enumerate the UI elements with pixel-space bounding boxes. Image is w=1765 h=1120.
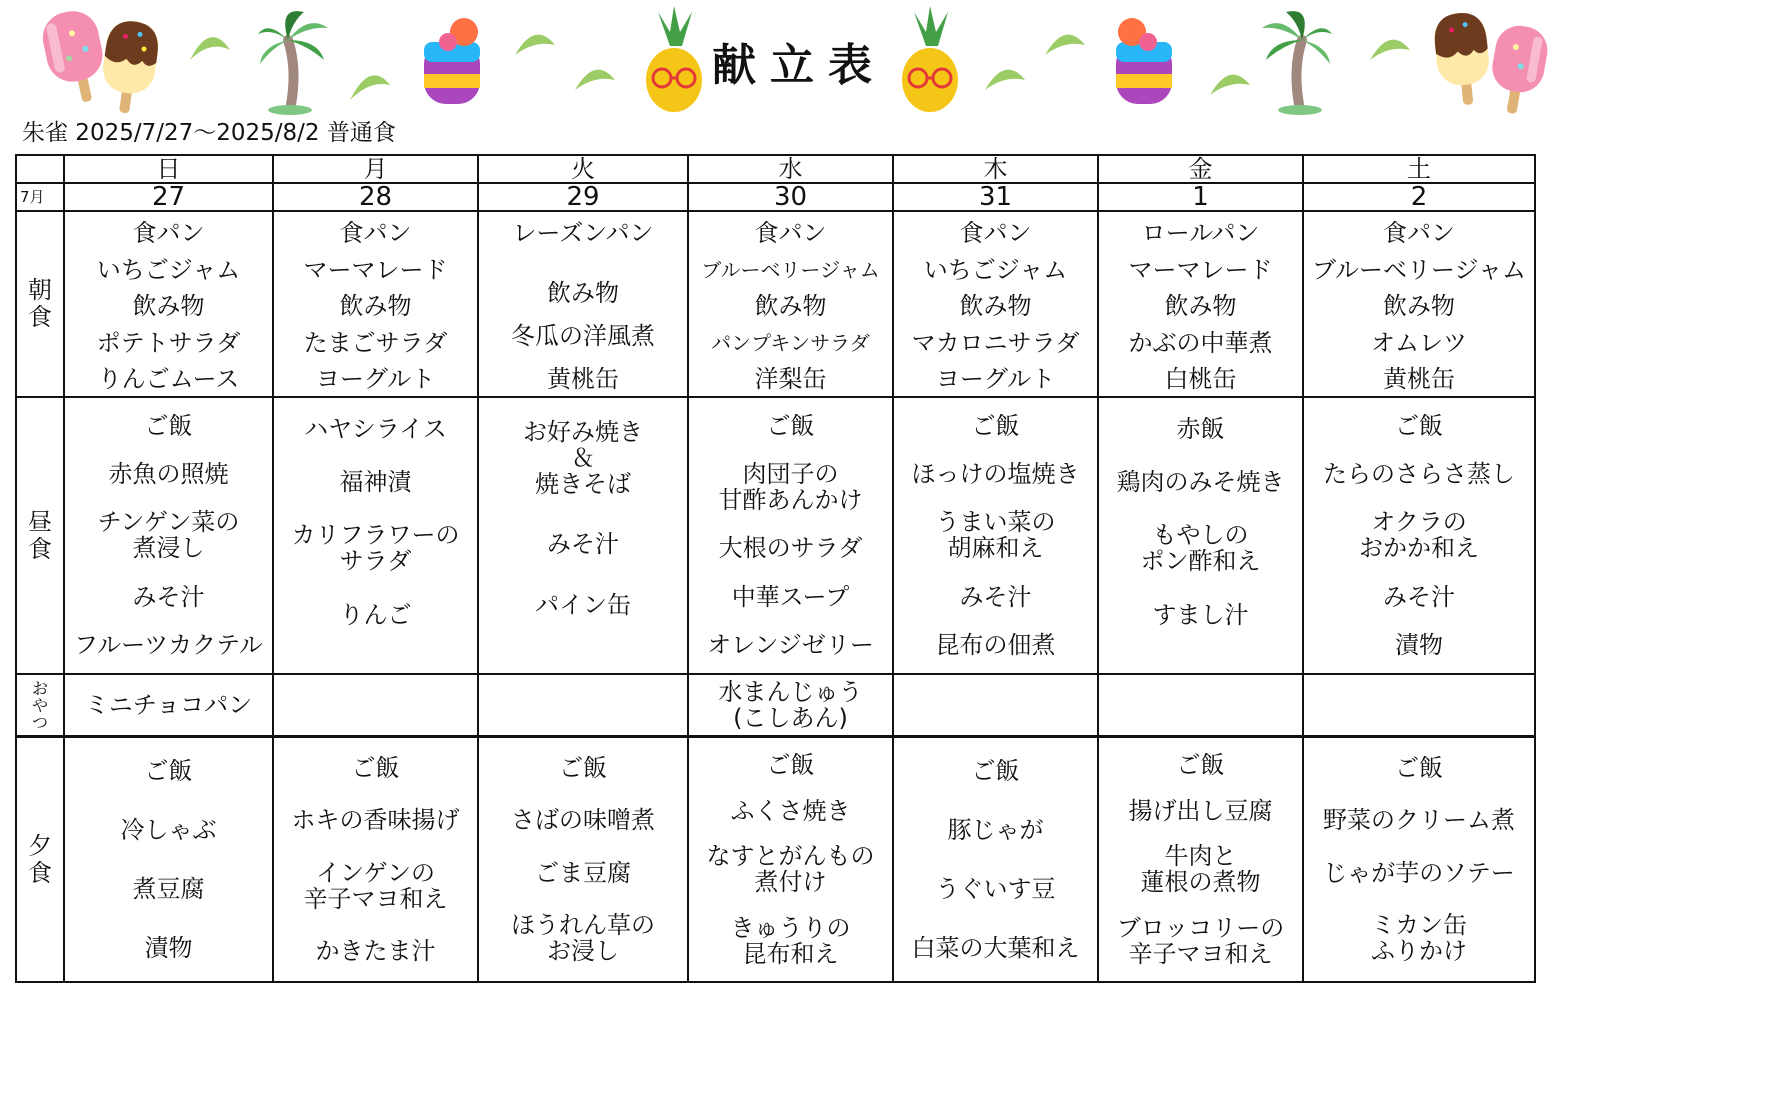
lunch-cell [64, 397, 273, 674]
menu-item-list [894, 738, 1097, 981]
menu-item: たらのさらさ蒸し [1323, 460, 1515, 489]
menu-item: ご飯 [1176, 750, 1225, 779]
popsicle-icon [38, 6, 112, 108]
menu-item: 福神漬 [339, 468, 412, 497]
menu-item: ご飯 [971, 757, 1020, 786]
pineapple-icon [646, 6, 702, 112]
pineapple-icon [902, 6, 958, 112]
menu-item: 食パン [339, 219, 412, 247]
menu-item: 飲み物 [339, 292, 412, 320]
menu-item: うぐいす豆 [935, 874, 1056, 903]
menu-item: 漬物 [144, 933, 193, 962]
menu-item: 白菜の大葉和え [911, 933, 1080, 962]
menu-item: 白桃缶 [1164, 365, 1237, 393]
lunch-row [16, 397, 1535, 674]
snack-cell [273, 674, 478, 737]
dinner-cell [1098, 737, 1303, 983]
menu-item-list [65, 738, 272, 981]
menu-item-list [479, 675, 687, 735]
menu-item: ご飯 [144, 757, 193, 786]
menu-item: 冬瓜の洋風煮 [511, 322, 655, 350]
breakfast-row [16, 211, 1535, 397]
menu-item-list [894, 212, 1097, 396]
menu-item: ご飯 [1395, 754, 1443, 783]
menu-item: もやしの ポン酢和え [1140, 521, 1261, 576]
menu-item: 食パン [1383, 219, 1455, 247]
menu-item-list [65, 675, 272, 735]
menu-item: うまい菜の 胡麻和え [935, 508, 1056, 563]
date-header: 1 [1098, 183, 1303, 211]
menu-item-list [65, 398, 272, 673]
menu-item: ふくさ焼き [730, 796, 851, 825]
menu-item: りんごムース [97, 365, 240, 393]
date-header: 2 [1303, 183, 1535, 211]
chocolate-popsicle-icon [1432, 11, 1493, 108]
palm-tree-icon [1262, 11, 1332, 115]
menu-item: お好み焼き ＆ 焼きそば [523, 418, 643, 499]
menu-item: 食パン [754, 219, 827, 247]
snack-cell [64, 674, 273, 737]
menu-item: 飲み物 [132, 292, 205, 320]
menu-item-list [65, 212, 272, 396]
menu-item: みそ汁 [132, 582, 205, 611]
menu-item-list [274, 398, 477, 673]
menu-item: オレンジゼリー [707, 630, 874, 659]
menu-item: レーズンパン [512, 219, 654, 247]
dinner-cell [893, 737, 1098, 983]
menu-item-list [274, 738, 477, 981]
breakfast-cell [893, 211, 1098, 397]
menu-item: 黄桃缶 [1383, 365, 1455, 393]
menu-item: ごま豆腐 [535, 858, 631, 887]
menu-item: パンプキンサラダ [711, 330, 870, 355]
menu-item: オクラの おかか和え [1359, 508, 1479, 563]
menu-item: 肉団子の 甘酢あんかけ [718, 460, 863, 515]
menu-item: みそ汁 [1383, 582, 1455, 611]
menu-item: ご飯 [766, 412, 815, 441]
date-header: 29 [478, 183, 688, 211]
menu-item: ご飯 [766, 750, 815, 779]
menu-item: ご飯 [971, 412, 1020, 441]
dinner-cell [64, 737, 273, 983]
page-subtitle: 朱雀 2025/7/27～2025/8/2 普通食 [22, 120, 396, 146]
date-row [16, 183, 1535, 211]
lunch-cell [273, 397, 478, 674]
menu-item: マーマレード [303, 255, 448, 284]
menu-item: 中華スープ [731, 582, 850, 611]
meal-label-char: 朝 [28, 276, 52, 304]
breakfast-cell [478, 211, 688, 397]
menu-item: ヨーグルト [935, 365, 1056, 393]
menu-item: 洋梨缶 [754, 365, 827, 393]
dinner-label [16, 737, 64, 983]
date-header: 31 [893, 183, 1098, 211]
menu-item: チンゲン菜の 煮浸し [97, 508, 240, 563]
weekday-header: 水 [688, 155, 893, 183]
menu-item: 飲み物 [959, 292, 1032, 320]
menu-item-list [479, 398, 687, 673]
menu-item: 大根のサラダ [718, 534, 863, 563]
menu-item: たまごサラダ [303, 328, 448, 357]
menu-item: 煮豆腐 [132, 874, 205, 903]
weekday-header: 木 [893, 155, 1098, 183]
menu-item: インゲンの 辛子マヨ和え [303, 858, 448, 913]
dinner-cell [273, 737, 478, 983]
menu-item: ミニチョコパン [84, 691, 253, 719]
snack-cell [1303, 674, 1535, 737]
menu-item: ブルーベリージャム [701, 257, 880, 282]
menu-item: みそ汁 [547, 530, 619, 559]
menu-item-list [274, 212, 477, 396]
month-label: 7月 [16, 183, 64, 211]
menu-item: 豚じゃが [947, 816, 1044, 845]
menu-item-list [1099, 212, 1302, 396]
date-header: 28 [273, 183, 478, 211]
menu-item: ポテトサラダ [96, 328, 241, 357]
menu-item-list [1304, 212, 1534, 396]
meal-label-char: や [31, 695, 48, 715]
breakfast-cell [64, 211, 273, 397]
breakfast-cell [1303, 211, 1535, 397]
snack-label [16, 674, 64, 737]
snack-cell [1098, 674, 1303, 737]
menu-item: ヨーグルト [315, 365, 436, 393]
dinner-cell [1303, 737, 1535, 983]
menu-item: マカロニサラダ [911, 328, 1080, 357]
menu-item-list [1304, 675, 1534, 735]
meal-label-char: 食 [28, 534, 52, 563]
menu-item: 昆布の佃煮 [935, 630, 1056, 659]
lunch-cell [1303, 397, 1535, 674]
weekday-row [16, 155, 1535, 183]
lunch-cell [478, 397, 688, 674]
menu-item-list [689, 738, 892, 981]
menu-item: マーマレード [1128, 255, 1273, 284]
menu-item-list [689, 675, 892, 735]
lunch-cell [1098, 397, 1303, 674]
menu-item: すまし汁 [1152, 600, 1249, 629]
menu-item: ご飯 [1395, 412, 1443, 441]
menu-item: りんご [339, 600, 412, 629]
palm-tree-icon [258, 11, 328, 115]
menu-item-list [1099, 398, 1302, 673]
breakfast-cell [1098, 211, 1303, 397]
breakfast-cell [273, 211, 478, 397]
menu-item-list [479, 212, 687, 396]
menu-item: 飲み物 [547, 279, 619, 307]
snack-row [16, 674, 1535, 737]
menu-item-list [894, 675, 1097, 735]
menu-item: 水まんじゅう (こしあん) [718, 678, 863, 732]
menu-item: なすとがんもの 煮付け [706, 842, 875, 897]
menu-item: ほっけの塩焼き [911, 460, 1080, 489]
menu-item-list [894, 398, 1097, 673]
menu-item: 飲み物 [1164, 292, 1237, 320]
menu-item: 食パン [132, 219, 205, 247]
menu-item: いちごジャム [923, 255, 1068, 284]
menu-item: 赤飯 [1176, 414, 1225, 443]
menu-item: ブロッコリーの 辛子マヨ和え [1116, 914, 1285, 969]
weekday-header: 金 [1098, 155, 1303, 183]
breakfast-cell [688, 211, 893, 397]
menu-item-list [1099, 675, 1302, 735]
date-header: 30 [688, 183, 893, 211]
snack-cell [688, 674, 893, 737]
menu-item: カリフラワーの サラダ [291, 521, 460, 576]
meal-label-char: 昼 [28, 507, 52, 536]
menu-item: 揚げ出し豆腐 [1128, 796, 1273, 825]
popsicle-icon [1485, 22, 1551, 118]
menu-item: かきたま汁 [315, 936, 436, 965]
menu-item: 漬物 [1395, 630, 1443, 659]
corner-cell [16, 155, 64, 183]
menu-item: ほうれん草の お浸し [511, 910, 655, 965]
meal-label-char: 夕 [28, 831, 52, 860]
menu-item: きゅうりの 昆布和え [730, 914, 851, 969]
menu-item-list [1304, 738, 1534, 981]
menu-item: 鶏肉のみそ焼き [1116, 468, 1285, 497]
meal-label-char: 食 [28, 858, 52, 887]
menu-item: ミカン缶 ふりかけ [1371, 910, 1467, 965]
lunch-cell [893, 397, 1098, 674]
tropical-drink-icon [424, 18, 480, 104]
menu-item: じゃが芋のソテー [1323, 858, 1515, 887]
menu-item: 冷しゃぶ [120, 816, 217, 845]
weekday-header: 火 [478, 155, 688, 183]
snack-cell [893, 674, 1098, 737]
snack-cell [478, 674, 688, 737]
breakfast-label [16, 211, 64, 397]
menu-item-list [274, 675, 477, 735]
dinner-row [16, 737, 1535, 983]
page-title: 献立表 [712, 40, 886, 91]
menu-item: オムレツ [1371, 328, 1467, 357]
tropical-drink-icon [1116, 18, 1172, 104]
weekday-header: 月 [273, 155, 478, 183]
menu-table [15, 154, 1536, 983]
lunch-cell [688, 397, 893, 674]
chocolate-popsicle-icon [97, 18, 161, 116]
menu-item: ご飯 [559, 754, 607, 783]
lunch-label [16, 397, 64, 674]
menu-item: 牛肉と 蓮根の煮物 [1140, 842, 1261, 897]
menu-item: ご飯 [144, 412, 193, 441]
menu-item: いちごジャム [96, 255, 241, 284]
menu-item: フルーツカクテル [74, 630, 263, 659]
menu-item: みそ汁 [959, 582, 1032, 611]
menu-item: 黄桃缶 [547, 365, 619, 393]
menu-item: 食パン [959, 219, 1032, 247]
menu-item: かぶの中華煮 [1128, 328, 1273, 357]
menu-item-list [689, 398, 892, 673]
menu-item: 野菜のクリーム煮 [1323, 806, 1515, 835]
menu-item-list [479, 738, 687, 981]
menu-item: さばの味噌煮 [511, 806, 655, 835]
menu-item: 飲み物 [754, 292, 827, 320]
menu-item: ハヤシライス [304, 414, 447, 443]
menu-item: 飲み物 [1383, 292, 1455, 320]
menu-item-list [689, 212, 892, 396]
date-header: 27 [64, 183, 273, 211]
weekday-header: 土 [1303, 155, 1535, 183]
meal-label-char: つ [31, 712, 48, 732]
menu-item: ロールパン [1141, 219, 1260, 247]
weekday-header: 日 [64, 155, 273, 183]
menu-item-list [1099, 738, 1302, 981]
dinner-cell [478, 737, 688, 983]
menu-item: ご飯 [351, 754, 400, 783]
menu-item: 赤魚の照焼 [108, 460, 229, 489]
menu-item: ブルーベリージャム [1311, 255, 1527, 284]
dinner-cell [688, 737, 893, 983]
menu-item-list [1304, 398, 1534, 673]
meal-label-char: 食 [28, 303, 52, 331]
meal-label-char: お [31, 678, 48, 698]
menu-item: パイン缶 [535, 590, 631, 619]
menu-item: ホキの香味揚げ [291, 806, 460, 835]
